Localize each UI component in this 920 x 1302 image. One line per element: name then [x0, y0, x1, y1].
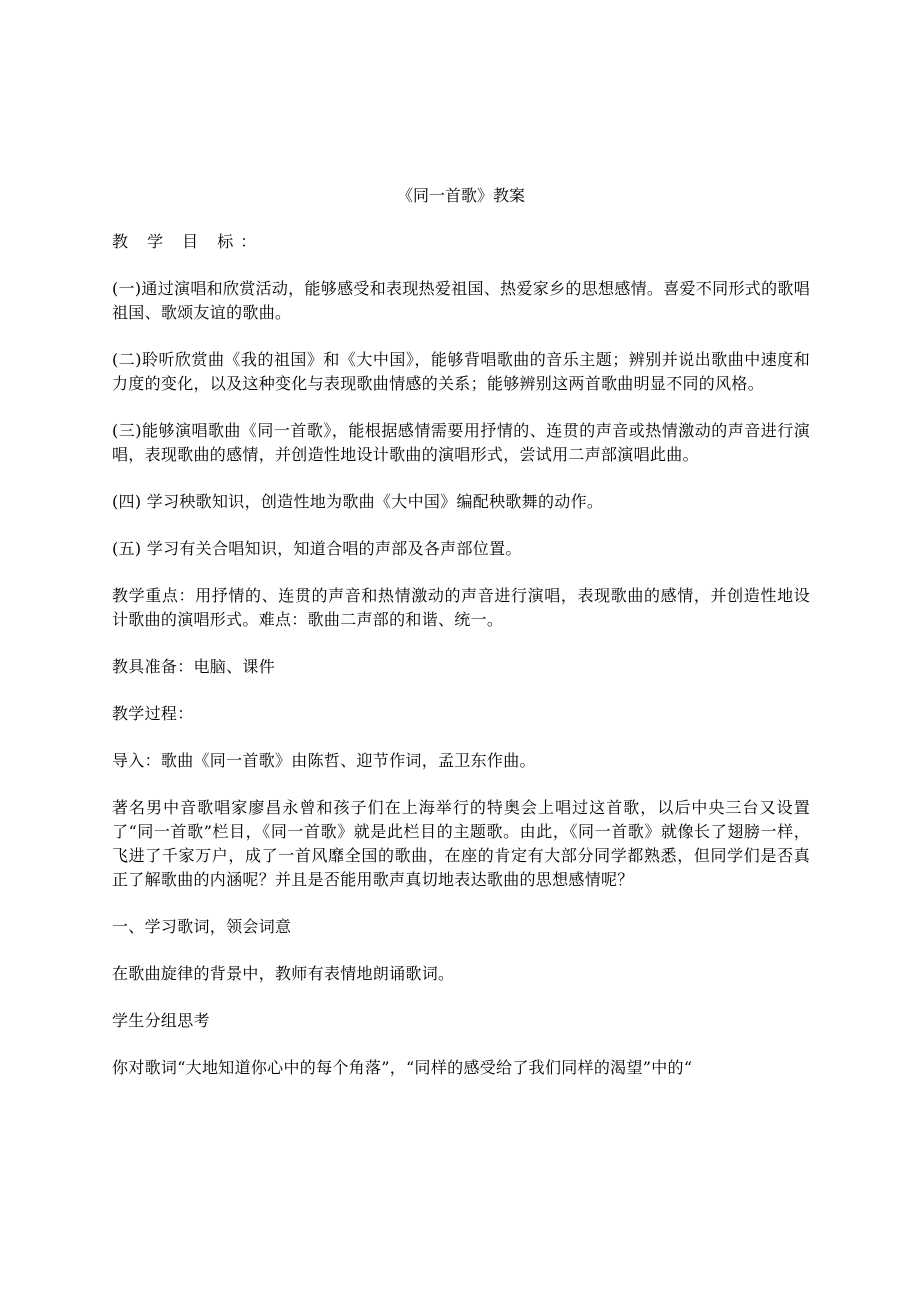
section1-step1: 在歌曲旋律的背景中，教师有表情地朗诵歌词。	[112, 964, 455, 983]
objective-2: (二)聆听欣赏曲《我的祖国》和《大中国》，能够背唱歌曲的音乐主题；辨别并说出歌曲中速度和力度的变化，以及这种变化与表现歌曲情感的关系；能够辨别这两首歌曲明显不同的风格。	[112, 350, 810, 393]
key-points: 教学重点：用抒情的、连贯的声音和热情激动的声音进行演唱，表现歌曲的感情，并创造性地设计歌曲的演唱形式。难点：歌曲二声部的和谐、统一。	[112, 586, 810, 629]
section1-step2: 学生分组思考	[112, 1011, 210, 1030]
objective-1: (一)通过演唱和欣赏活动，能够感受和表现热爱祖国、热爱家乡的思想感情。喜爱不同形式的歌唱祖国、歌颂友谊的歌曲。	[112, 279, 810, 322]
objectives-heading: 教 学 目 标：	[112, 232, 264, 251]
materials: 教具准备：电脑、课件	[112, 657, 276, 676]
intro-paragraph: 导入：歌曲《同一首歌》由陈哲、迎节作词，孟卫东作曲。	[112, 751, 536, 770]
background-paragraph: 著名男中音歌唱家廖昌永曾和孩子们在上海举行的特奥会上唱过这首歌，以后中央三台又设置了“同一首歌”栏目，《同一首歌》就是此栏目的主题歌。由此，《同一首歌》就像长了翅膀一样，飞进了千家万户，成了一首风靡全国的歌曲，在座的肯定有大部分同学都熟悉，但同学们是否真正了解歌曲的内涵呢？并且是否能用歌声真切地表达歌曲的思想感情呢？	[112, 798, 810, 889]
document-page	[112, 184, 810, 1103]
objective-3: (三)能够演唱歌曲《同一首歌》，能根据感情需要用抒情的、连贯的声音或热情激动的声音进行演唱，表现歌曲的感情，并创造性地设计歌曲的演唱形式，尝试用二声部演唱此曲。	[112, 421, 810, 464]
section1-heading: 一、学习歌词，领会词意	[112, 917, 292, 936]
objective-5: (五) 学习有关合唱知识，知道合唱的声部及各声部位置。	[112, 539, 522, 558]
section1-question: 你对歌词“大地知道你心中的每个角落”，“同样的感受给了我们同样的渴望”中的“	[112, 1058, 693, 1077]
process-heading: 教学过程：	[112, 704, 194, 723]
objective-4: (四) 学习秧歌知识，创造性地为歌曲《大中国》编配秧歌舞的动作。	[112, 492, 604, 511]
document-title: 《同一首歌》教案	[396, 186, 525, 205]
